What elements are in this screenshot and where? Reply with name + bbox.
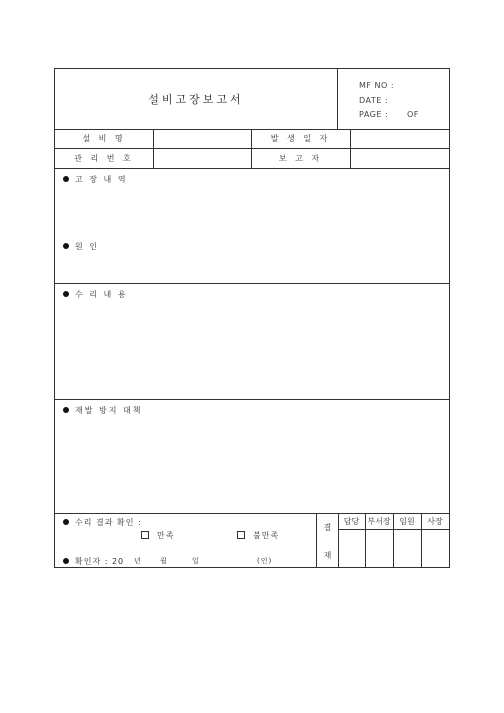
- approval-sign-dept-head[interactable]: [366, 530, 393, 567]
- page-title: 설비고장보고서: [148, 93, 244, 106]
- management-number-label: 관 리 번 호: [74, 153, 134, 163]
- approval-col-executive: 임원: [399, 516, 415, 526]
- recurrence-prevention-heading: [63, 405, 142, 416]
- day-label: 일: [192, 557, 200, 565]
- management-number-field[interactable]: [154, 149, 250, 168]
- equipment-name-label: 설 비 명: [82, 134, 126, 143]
- repair-details-area[interactable]: [63, 302, 441, 396]
- divider: [55, 283, 449, 284]
- recurrence-prevention-area[interactable]: [63, 418, 441, 510]
- reporter-field[interactable]: [351, 149, 449, 168]
- cause-label: 원 인: [75, 242, 99, 251]
- approval-label-bottom: 재: [323, 550, 332, 560]
- satisfied-label: 만족: [157, 531, 175, 540]
- bullet-icon: [63, 519, 69, 525]
- divider: [55, 399, 449, 400]
- page-of-label: OF: [407, 110, 419, 119]
- confirmer-prefix: 확인자 : 20: [75, 557, 125, 566]
- bullet-icon: [63, 243, 69, 249]
- failure-details-label: 고 장 내 역: [75, 175, 128, 184]
- unsatisfied-option[interactable]: [237, 530, 279, 541]
- mf-no-label: MF NO :: [359, 81, 395, 90]
- repair-result-heading: [63, 517, 142, 528]
- recurrence-prevention-label: 재발 방지 대책: [75, 406, 143, 415]
- bullet-icon: [63, 291, 69, 297]
- approval-sign-president[interactable]: [422, 530, 449, 567]
- repair-details-label: 수 리 내 용: [75, 290, 128, 299]
- divider: [337, 69, 338, 129]
- bullet-icon: [63, 176, 69, 182]
- bullet-icon: [63, 407, 69, 413]
- bullet-icon: [63, 558, 69, 564]
- equipment-failure-report-form: [54, 68, 450, 568]
- equipment-name-field[interactable]: [154, 130, 250, 148]
- checkbox-icon[interactable]: [141, 531, 149, 539]
- approval-label-top: 결: [323, 522, 332, 532]
- failure-details-heading: [63, 174, 128, 185]
- checkbox-icon[interactable]: [237, 531, 245, 539]
- divider: [55, 168, 449, 169]
- approval-col-staff: 담당: [343, 516, 360, 526]
- date-label: DATE :: [359, 96, 389, 105]
- approval-col-dept-head: 부서장: [367, 516, 391, 526]
- reporter-label: 보 고 자: [278, 153, 323, 163]
- failure-details-area[interactable]: [63, 187, 441, 237]
- approval-sign-executive[interactable]: [394, 530, 421, 567]
- cause-area[interactable]: [63, 253, 441, 281]
- cause-heading: [63, 241, 99, 252]
- approval-col-president: 사장: [427, 516, 443, 526]
- confirmer-line: [63, 556, 124, 567]
- occurrence-date-field[interactable]: [351, 130, 449, 148]
- month-label: 월: [160, 557, 168, 565]
- year-label: 년: [134, 557, 142, 565]
- satisfied-option[interactable]: [141, 530, 174, 541]
- unsatisfied-label: 불만족: [253, 531, 280, 540]
- seal-label: (인): [257, 557, 273, 565]
- occurrence-date-label: 발 생 일 자: [270, 134, 331, 143]
- approval-sign-staff[interactable]: [339, 530, 365, 567]
- repair-result-label: 수리 결과 확인 :: [75, 518, 142, 527]
- page-label: PAGE :: [359, 110, 389, 119]
- repair-details-heading: [63, 289, 128, 300]
